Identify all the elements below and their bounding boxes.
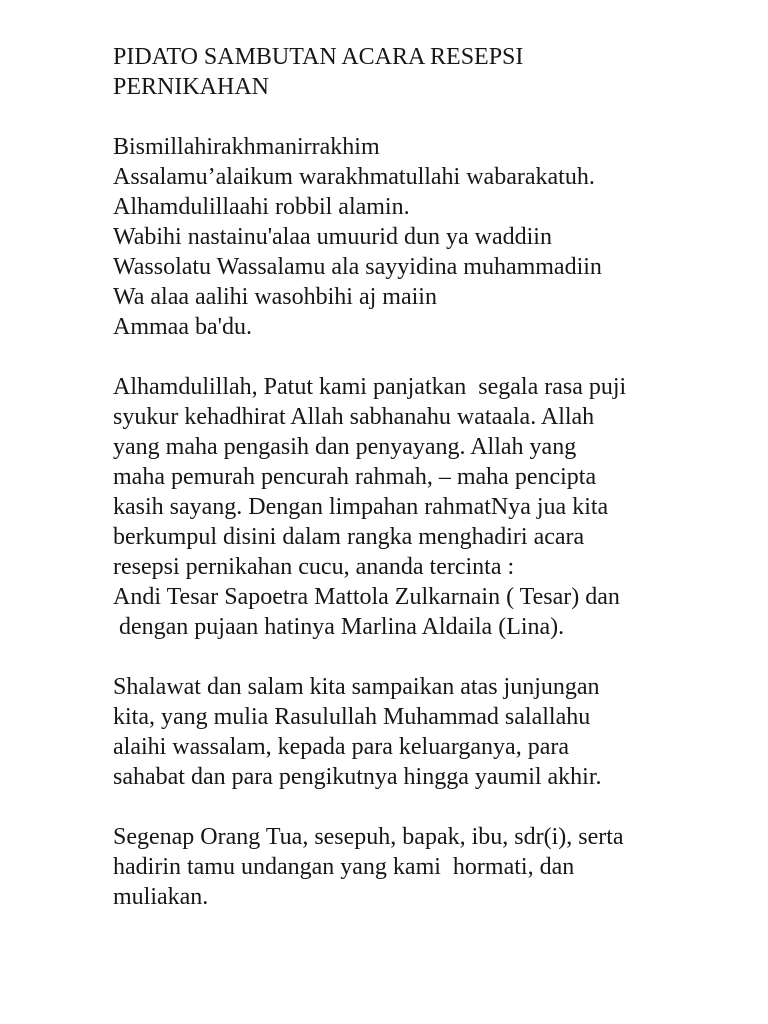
document-title [113,42,733,102]
text-line: yang maha pengasih dan penyayang. Allah yang [113,434,577,460]
text-line: Wabihi nastainu'alaa umuurid dun ya waddiin [113,224,552,250]
paragraph-opening-invocation [113,132,733,342]
document-title-line: PERNIKAHAN [113,74,269,100]
text-line: Assalamu’alaikum warakhmatullahi wabarakatuh. [113,164,595,190]
text-line: Ammaa ba'du. [113,314,252,340]
paragraph-shalawat [113,672,733,792]
text-line: berkumpul disini dalam rangka menghadiri acara [113,524,585,550]
text-line: hadirin tamu undangan yang kami hormati, dan [113,854,575,880]
text-line: Wa alaa aalihi wasohbihi aj maiin [113,284,437,310]
text-line: dengan pujaan hatinya Marlina Aldaila (Lina). [113,614,565,640]
text-line: Shalawat dan salam kita sampaikan atas junjungan [113,674,600,700]
speech-text-block [113,42,733,912]
text-line: muliakan. [113,884,209,910]
paragraph-gratitude [113,372,733,642]
text-line: maha pemurah pencurah rahmah, – maha pencipta [113,464,597,490]
text-line: kita, yang mulia Rasulullah Muhammad salallahu [113,704,591,730]
text-line: syukur kehadhirat Allah sabhanahu wataala. Allah [113,404,595,430]
text-line: kasih sayang. Dengan limpahan rahmatNya jua kita [113,494,609,520]
text-line: Andi Tesar Sapoetra Mattola Zulkarnain ( Tesar) dan [113,584,620,610]
paragraph-greeting-guests [113,822,733,912]
text-line: alaihi wassalam, kepada para keluarganya, para [113,734,569,760]
text-line: Alhamdulillaahi robbil alamin. [113,194,410,220]
text-line: resepsi pernikahan cucu, ananda tercinta : [113,554,515,580]
text-line: Segenap Orang Tua, sesepuh, bapak, ibu, sdr(i), serta [113,824,624,850]
text-line: Alhamdulillah, Patut kami panjatkan segala rasa puji [113,374,627,400]
document-title-line: PIDATO SAMBUTAN ACARA RESEPSI [113,44,524,70]
text-line: sahabat dan para pengikutnya hingga yaumil akhir. [113,764,602,790]
text-line: Bismillahirakhmanirrakhim [113,134,380,160]
text-line: Wassolatu Wassalamu ala sayyidina muhammadiin [113,254,602,280]
